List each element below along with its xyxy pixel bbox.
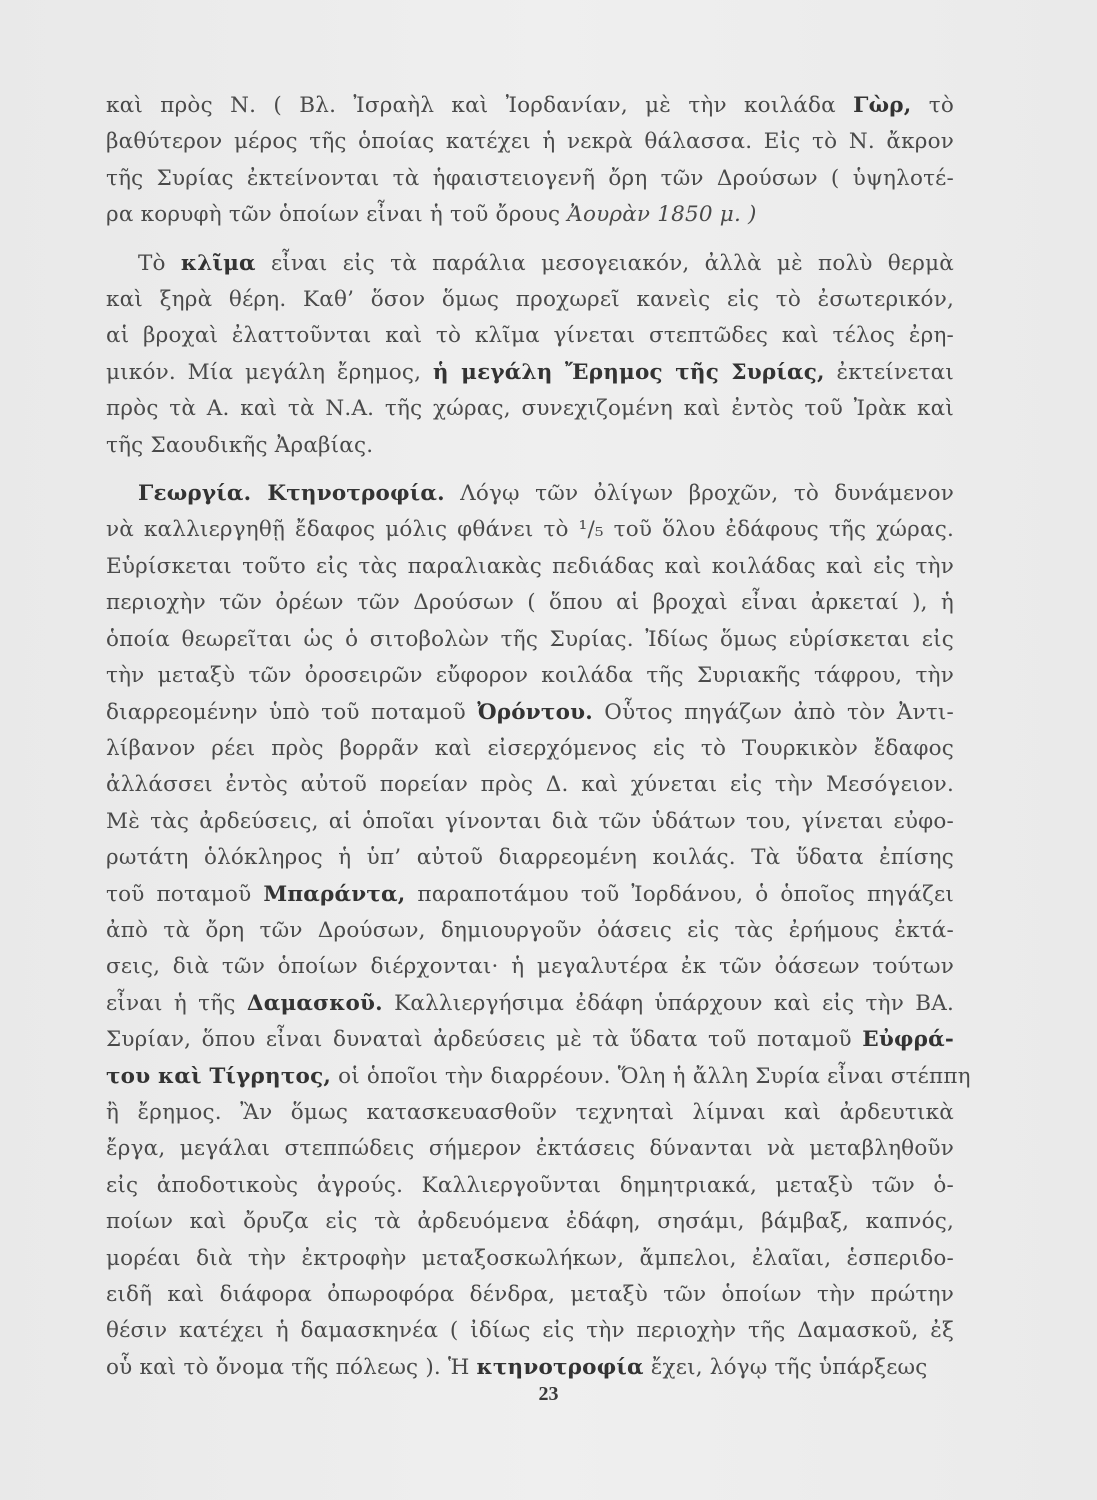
- text-run: τῆς Συρίας ἐκτείνονται τὰ ἡφαιστειογενῆ ὄρη τῶν Δρούσων ( ὑψηλοτέ-: [106, 165, 954, 191]
- text-run: τὴν μεταξὺ τῶν ὀροσειρῶν εὔφορον κοιλάδα τῆς Συριακῆς τάφρου, τὴν: [106, 663, 954, 689]
- text-line: [106, 913, 954, 949]
- text-run: ρωτάτη ὁλόκληρος ἡ ὑπ’ αὐτοῦ διαρρεομένη κοιλάς. Τὰ ὕδατα ἐπίσης: [106, 845, 954, 871]
- text-run: μορέαι διὰ τὴν ἐκτροφὴν μεταξοσκωλήκων, ἄμπελοι, ἐλαῖαι, ἑσπεριδο-: [106, 1245, 954, 1271]
- text-run: λίβανον ρέει πρὸς βορρᾶν καὶ εἰσερχόμενος εἰς τὸ Τουρκικὸν ἔδαφος: [106, 735, 954, 761]
- text-run: Μὲ τὰς ἀρδεύσεις, αἱ ὁποῖαι γίνονται διὰ τῶν ὑδάτων του, γίνεται εὐφο-: [106, 808, 954, 834]
- text-line: [106, 355, 954, 391]
- text-line: [106, 658, 954, 694]
- bold-term: Γὼρ,: [853, 93, 912, 118]
- text-run: τῆς Σαουδικῆς Ἀραβίας.: [106, 432, 374, 458]
- page-number: 23: [538, 1383, 559, 1405]
- text-line: [106, 124, 954, 160]
- text-run: Εὑρίσκεται τοῦτο εἰς τὰς παραλιακὰς πεδιάδας καὶ κοιλάδας καὶ εἰς τὴν: [106, 553, 954, 579]
- text-line: [106, 767, 954, 803]
- paragraph-gap: [106, 234, 954, 246]
- bold-term: Μπαράντα,: [263, 881, 406, 907]
- text-line: [106, 1241, 954, 1277]
- bold-term: Γεωργία. Κτηνοτροφία.: [138, 481, 445, 507]
- text-run: εἶναι ἡ τῆς: [106, 990, 247, 1016]
- text-run: παραποτάμου τοῦ Ἰορδάνου, ὁ ὁποῖος πηγάζει: [405, 881, 954, 907]
- text-run: θέσιν κατέχει ἡ δαμασκηνέα ( ἰδίως εἰς τὴν περιοχὴν τῆς Δαμασκοῦ, ἐξ: [106, 1318, 954, 1344]
- text-run: περιοχὴν τῶν ὀρέων τῶν Δρούσων ( ὅπου αἱ βροχαὶ εἶναι ἀρκεταί ), ἡ: [106, 590, 954, 616]
- text-run: ὁποία θεωρεῖται ὡς ὁ σιτοβολὼν τῆς Συρίας. Ἰδίως ὅμως εὑρίσκεται εἰς: [106, 626, 954, 652]
- text-run: οἱ ὁποῖοι τὴν διαρρέουν. Ὅλη ἡ ἄλλη Συρία εἶναι στέππη: [331, 1063, 971, 1089]
- text-run: βαθύτερον μέρος τῆς ὁποίας κατέχει ἡ νεκρὰ θάλασσα. Εἰς τὸ Ν. ἄκρον: [106, 129, 954, 155]
- text-run: εἰς ἀποδοτικοὺς ἀγρούς. Καλλιεργοῦνται δημητριακά, μεταξὺ τῶν ὁ-: [106, 1172, 954, 1198]
- text-run: ειδῆ καὶ διάφορα ὀπωροφόρα δένδρα, μεταξὺ τῶν ὁποίων τὴν πρώτην: [106, 1282, 954, 1307]
- text-run: τοῦ ποταμοῦ: [106, 881, 264, 907]
- text-run: πρὸς τὰ Α. καὶ τὰ Ν.Α. τῆς χώρας, συνεχιζομένη καὶ ἐντὸς τοῦ Ἰρὰκ καὶ: [106, 396, 954, 422]
- text-run: σεις, διὰ τῶν ὁποίων διέρχονται· ἡ μεγαλυτέρα ἐκ τῶν ὀάσεων τούτων: [106, 954, 954, 980]
- text-line: [106, 1095, 954, 1131]
- text-run: ρα κορυφὴ τῶν ὁποίων εἶναι ἡ τοῦ ὄρους: [106, 202, 568, 228]
- text-line: [106, 695, 954, 731]
- text-run: ἀπὸ τὰ ὄρη τῶν Δρούσων, δημιουργοῦν ὀάσεις εἰς τὰς ἐρήμους ἐκτά-: [106, 917, 954, 943]
- text-line: [106, 1131, 954, 1167]
- text-run: Οὗτος πηγάζων ἀπὸ τὸν Ἀντι-: [592, 699, 954, 725]
- bold-term: κλῖμα: [180, 250, 256, 276]
- text-line: [106, 585, 954, 621]
- text-line: [106, 428, 954, 464]
- paragraph: [106, 88, 954, 234]
- text-line: [106, 1022, 954, 1058]
- text-run: Λόγῳ τῶν ὀλίγων βροχῶν, τὸ δυνάμενον: [444, 481, 955, 507]
- text-run: αἱ βροχαὶ ἐλαττοῦνται καὶ τὸ κλῖμα γίνεται στεπτῶδες καὶ τέλος ἐρη-: [106, 323, 954, 349]
- text-run: ἔχει, λόγῳ τῆς ὑπάρξεως: [643, 1354, 928, 1380]
- text-line: [106, 840, 954, 876]
- text-run: ποίων καὶ ὄρυζα εἰς τὰ ἀρδευόμενα ἐδάφη, σησάμι, βάμβαξ, καπνός,: [106, 1209, 954, 1235]
- text-line: [106, 1204, 954, 1240]
- text-run: νὰ καλλιεργηθῇ ἔδαφος μόλις φθάνει τὸ ¹/₅ τοῦ ὅλου ἐδάφους τῆς χώρας.: [106, 517, 954, 543]
- text-line: [106, 731, 954, 767]
- text-line: [106, 476, 954, 512]
- text-run: ἢ ἔρημος. Ἂν ὅμως κατασκευασθοῦν τεχνηταὶ λίμναι καὶ ἀρδευτικὰ: [106, 1099, 954, 1125]
- text-line: [106, 1277, 954, 1313]
- text-line: [106, 282, 954, 318]
- paragraph-gap: [106, 464, 954, 476]
- text-line: [106, 318, 954, 354]
- text-run: ἐκτείνεται: [824, 359, 954, 385]
- paragraph: [106, 476, 971, 1386]
- text-line: [106, 161, 954, 197]
- bold-term: του καὶ Τίγρητος,: [106, 1063, 332, 1089]
- italic-text: Ἀουρὰν 1850 μ. ): [567, 202, 757, 228]
- bold-term: κτηνοτροφία: [476, 1354, 644, 1380]
- text-line: [106, 622, 954, 658]
- text-run: ἔργα, μεγάλαι στεππώδεις σήμερον ἐκτάσεις δύνανται νὰ μεταβληθοῦν: [106, 1136, 954, 1162]
- text-run: Καλλιεργήσιμα ἐδάφη ὑπάρχουν καὶ εἰς τὴν ΒΑ.: [382, 990, 954, 1016]
- text-line: [106, 949, 954, 985]
- text-run: καὶ ξηρὰ θέρη. Καθ’ ὅσον ὅμως προχωρεῖ κανεὶς εἰς τὸ ἐσωτερικόν,: [106, 287, 954, 313]
- text-line: [106, 391, 954, 427]
- text-run: εἶναι εἰς τὰ παράλια μεσογειακόν, ἀλλὰ μὲ πολὺ θερμὰ: [255, 250, 954, 276]
- text-run: μικόν. Μία μεγάλη ἔρημος,: [106, 359, 433, 385]
- bold-term: Ὀρόντου.: [477, 699, 593, 725]
- text-line: [106, 246, 954, 282]
- text-line: [106, 512, 954, 548]
- text-line: [106, 88, 954, 124]
- text-line: [106, 1168, 954, 1204]
- paragraph: [106, 246, 954, 464]
- text-run: τὸ: [911, 93, 954, 118]
- text-line: [106, 877, 954, 913]
- body-text: [106, 88, 971, 1386]
- text-line: [106, 197, 954, 233]
- text-run: ἀλλάσσει ἐντὸς αὐτοῦ πορείαν πρὸς Δ. καὶ χύνεται εἰς τὴν Μεσόγειον.: [106, 772, 954, 798]
- text-run: οὗ καὶ τὸ ὄνομα τῆς πόλεως ). Ἡ: [106, 1354, 477, 1380]
- text-line: [106, 804, 954, 840]
- bold-term: ἡ μεγάλη Ἔρημος τῆς Συρίας,: [432, 359, 825, 385]
- text-run: Τὸ: [138, 250, 181, 276]
- text-run: διαρρεομένην ὑπὸ τοῦ ποταμοῦ: [106, 699, 478, 725]
- text-run: καὶ πρὸς Ν. ( Βλ. Ἰσραὴλ καὶ Ἰορδανίαν, μὲ τὴν κοιλάδα: [106, 93, 854, 118]
- bold-term: Δαμασκοῦ.: [246, 990, 383, 1016]
- text-line: [106, 1059, 971, 1095]
- text-line: [106, 549, 954, 585]
- text-line: [106, 1350, 954, 1386]
- bold-term: Εὐφρά-: [862, 1027, 954, 1053]
- text-line: [106, 1313, 954, 1349]
- text-run: Συρίαν, ὅπου εἶναι δυναταὶ ἀρδεύσεις μὲ τὰ ὕδατα τοῦ ποταμοῦ: [106, 1027, 863, 1053]
- text-line: [106, 986, 954, 1022]
